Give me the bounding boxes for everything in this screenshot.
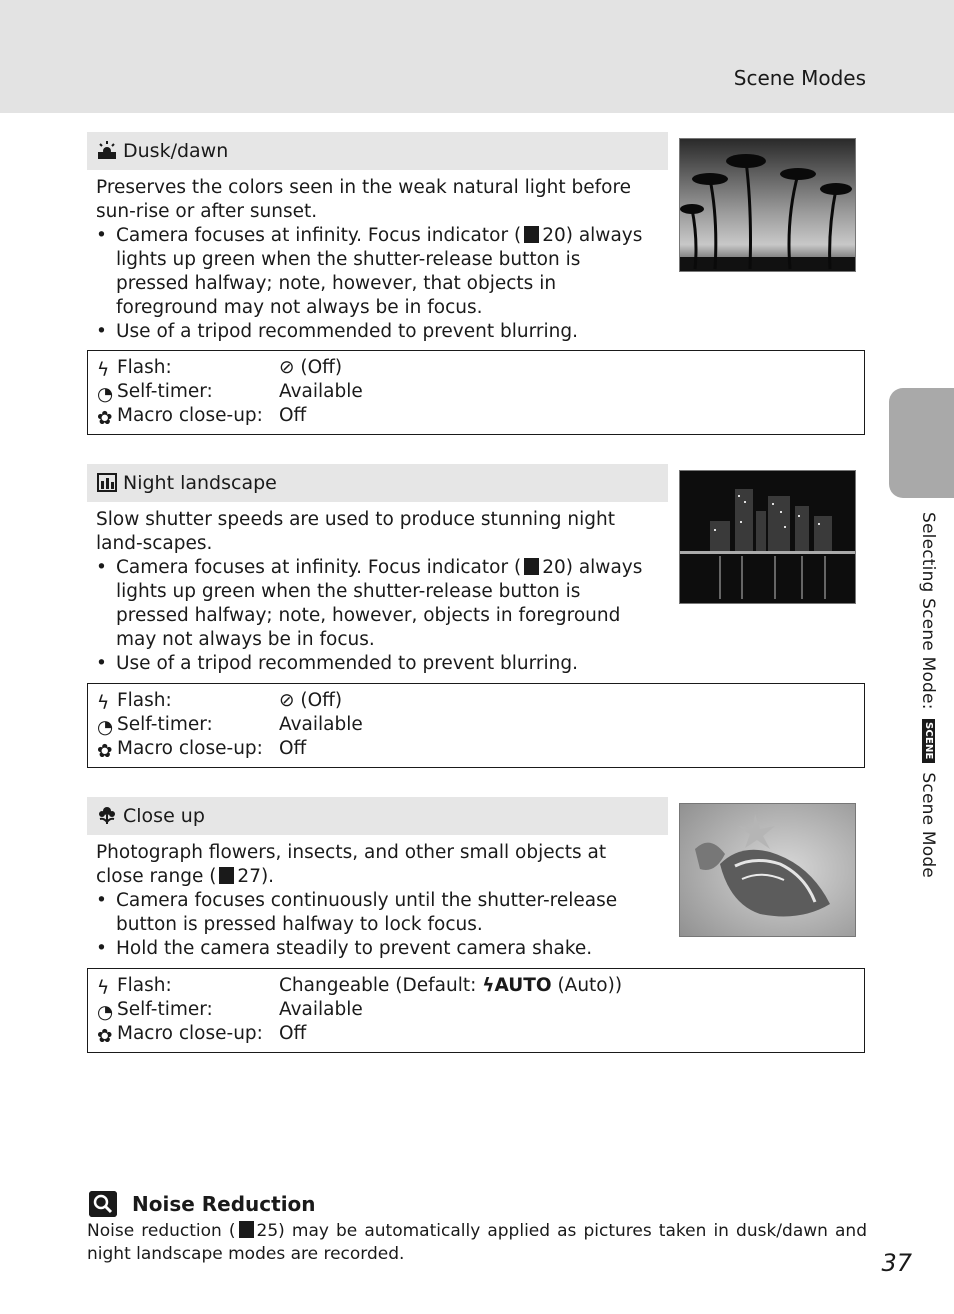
setting-value xyxy=(279,689,342,713)
note-text: Noise reduction ( xyxy=(87,1221,236,1241)
setting-value: Available xyxy=(279,381,363,402)
bullet-text: ) always lights up green when the shutter-release button is pressed halfway; note, however, objects in foreground may not always be in focus. xyxy=(116,557,643,650)
flash-value: Changeable (Default: xyxy=(279,975,483,996)
section-title: Close up xyxy=(123,805,205,827)
self-timer-setting-row xyxy=(97,998,864,1022)
bullet-item: • Use of a tripod recommended to prevent blurring. xyxy=(96,320,658,344)
self-timer-icon: ◔ xyxy=(97,1002,114,1023)
page-reference: 20 xyxy=(542,557,566,578)
intro-text: Photograph flowers, insects, and other small objects at close range ( xyxy=(96,842,607,887)
macro-flower-icon: ✿ xyxy=(97,408,113,429)
section-heading xyxy=(87,797,668,835)
setting-value: Off xyxy=(279,1023,307,1044)
section-intro: Preserves the colors seen in the weak natural light before sun-rise or after sunset. xyxy=(96,177,632,222)
bullet-item: • Use of a tripod recommended to prevent blurring. xyxy=(96,652,658,676)
page-header-title: Scene Modes xyxy=(733,66,866,90)
macro-setting-row xyxy=(97,737,864,761)
night-landscape-icon xyxy=(97,472,117,492)
settings-box xyxy=(87,968,865,1053)
section-heading xyxy=(87,464,668,502)
dusk-dawn-icon xyxy=(97,140,117,160)
page-reference-icon xyxy=(219,867,234,884)
macro-flower-icon: ✿ xyxy=(97,1026,113,1047)
note-title: Noise Reduction xyxy=(132,1192,316,1216)
seashell-closeup-photo xyxy=(679,803,856,937)
flash-off-icon: ⊘ xyxy=(279,357,295,378)
section-body xyxy=(96,508,658,676)
side-label-suffix: Scene Mode xyxy=(918,766,938,878)
setting-label: Flash: xyxy=(117,357,172,378)
macro-setting-row xyxy=(97,404,864,428)
bullet-item xyxy=(96,224,658,320)
setting-value: Off xyxy=(279,405,307,426)
section-heading xyxy=(87,132,668,170)
flash-value: (Auto)) xyxy=(551,975,623,996)
bullet-list xyxy=(96,556,658,676)
page-reference: 27 xyxy=(237,866,261,887)
flash-icon: ϟ xyxy=(97,978,110,999)
bullet-text: Camera focuses at infinity. Focus indicator ( xyxy=(116,557,522,578)
page-reference: 25 xyxy=(256,1221,279,1241)
bullet-text: Camera focuses at infinity. Focus indicator ( xyxy=(116,225,522,246)
setting-label: Self-timer: xyxy=(117,714,213,735)
setting-value xyxy=(279,974,622,998)
section-intro: Slow shutter speeds are used to produce stunning night land-scapes. xyxy=(96,509,616,554)
page-number: 37 xyxy=(881,1249,912,1277)
flash-icon: ϟ xyxy=(97,693,110,714)
settings-box xyxy=(87,683,865,768)
setting-value: Available xyxy=(279,999,363,1020)
page-reference-icon xyxy=(524,558,539,575)
setting-label: Self-timer: xyxy=(117,381,213,402)
note-text: ) may be automatically applied as pictures taken in dusk/dawn and night landscape modes are recorded. xyxy=(87,1221,867,1264)
section-body xyxy=(96,841,658,961)
macro-flower-icon: ✿ xyxy=(97,741,113,762)
bullet-list xyxy=(96,889,658,961)
setting-label: Macro close-up: xyxy=(117,1023,263,1044)
flash-setting-row xyxy=(97,974,864,998)
intro-text: ). xyxy=(260,866,275,887)
note-magnifier-icon xyxy=(89,1191,117,1217)
flash-setting-row xyxy=(97,689,864,713)
setting-label: Macro close-up: xyxy=(117,738,263,759)
bullet-item xyxy=(96,556,658,652)
flash-value: (Off) xyxy=(300,690,343,711)
bullet-item: • Camera focuses continuously until the shutter-release button is pressed halfway to lock focus. xyxy=(96,889,658,937)
page-reference-icon xyxy=(239,1221,254,1238)
bullet-item: • Hold the camera steadily to prevent camera shake. xyxy=(96,937,658,961)
setting-value: Available xyxy=(279,714,363,735)
note-body xyxy=(87,1220,867,1266)
self-timer-setting-row xyxy=(97,380,864,404)
scene-mode-icon: SCENE xyxy=(922,719,935,763)
settings-box xyxy=(87,350,865,435)
page-reference-icon xyxy=(524,226,539,243)
flash-auto-icon: ϟAUTO xyxy=(482,975,552,996)
flash-icon: ϟ xyxy=(97,360,110,381)
section-body xyxy=(96,176,658,344)
flash-setting-row xyxy=(97,356,864,380)
side-label-prefix: Selecting Scene Mode: xyxy=(918,512,938,716)
flash-off-icon: ⊘ xyxy=(279,690,295,711)
section-title: Night landscape xyxy=(123,472,277,494)
chapter-side-label xyxy=(918,512,938,878)
close-up-flower-icon xyxy=(97,805,117,825)
page-reference: 20 xyxy=(542,225,566,246)
bullet-text: ) always lights up green when the shutter-release button is pressed halfway; note, however, that objects in foreground may not always be in focus. xyxy=(116,225,643,318)
self-timer-icon: ◔ xyxy=(97,717,114,738)
city-skyline-night-photo xyxy=(679,470,856,604)
chapter-tab xyxy=(889,388,954,498)
bullet-list xyxy=(96,224,658,344)
setting-label: Flash: xyxy=(117,690,172,711)
macro-setting-row xyxy=(97,1022,864,1046)
self-timer-setting-row xyxy=(97,713,864,737)
section-title: Dusk/dawn xyxy=(123,140,229,162)
header-band xyxy=(0,0,954,113)
setting-label: Self-timer: xyxy=(117,999,213,1020)
self-timer-icon: ◔ xyxy=(97,384,114,405)
setting-label: Macro close-up: xyxy=(117,405,263,426)
setting-value: Off xyxy=(279,738,307,759)
setting-label: Flash: xyxy=(117,975,172,996)
section-intro xyxy=(96,841,658,889)
setting-value xyxy=(279,356,342,380)
palm-trees-silhouette-photo xyxy=(679,138,856,272)
flash-value: (Off) xyxy=(300,357,343,378)
